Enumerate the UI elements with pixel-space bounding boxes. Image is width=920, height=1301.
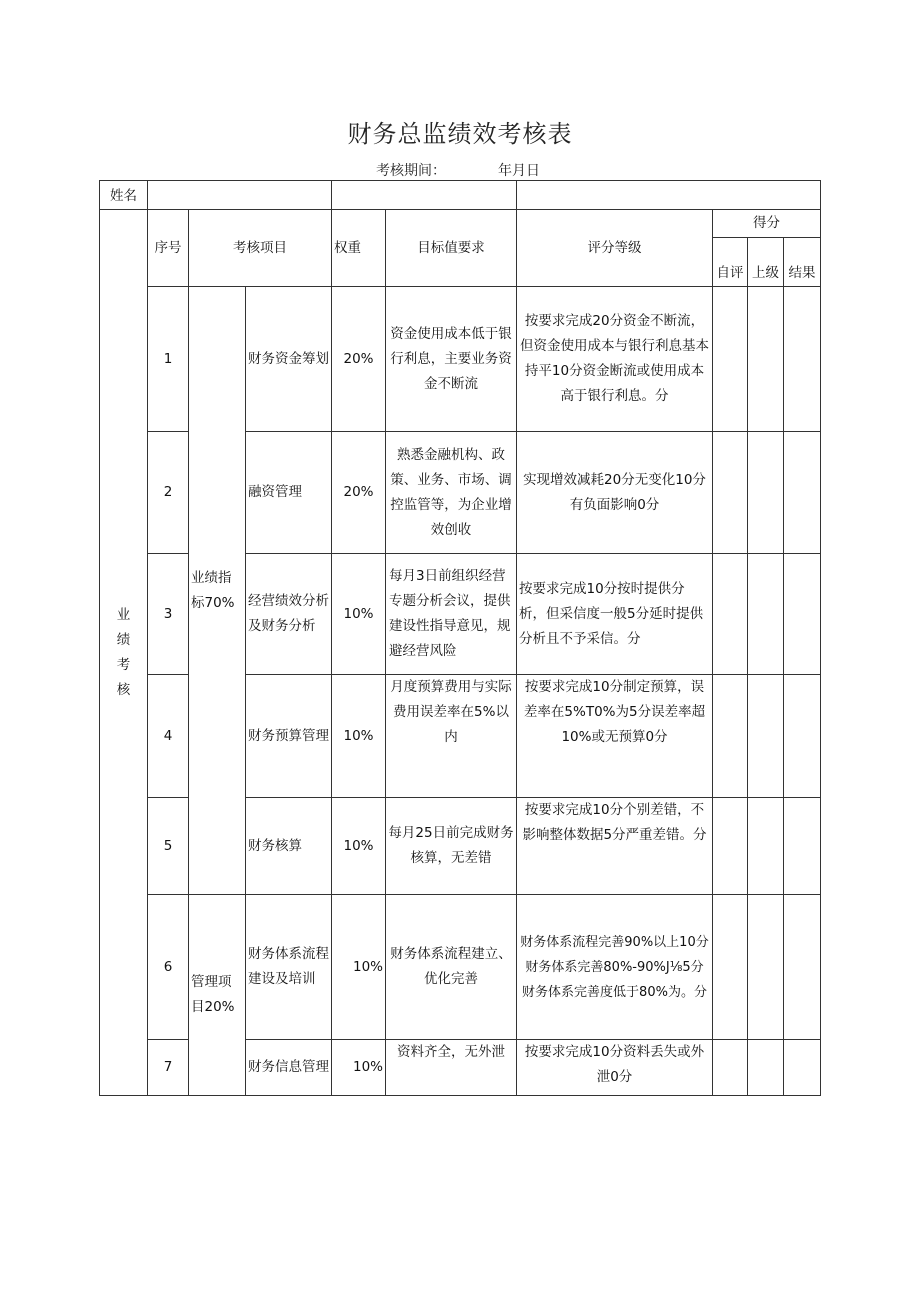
result-score-header: 结果 [784,238,821,287]
name-extra-field[interactable] [332,181,517,210]
superior-score-cell[interactable] [748,554,784,675]
row-target: 资金使用成本低于银行利息，主要业务资金不断流 [386,287,517,432]
self-score-cell[interactable] [713,798,748,895]
row-item: 经营绩效分析及财务分析 [246,554,332,675]
row-grade: 按要求完成10分按时提供分析，但采信度一般5分延时提供分析且不予采信。分 [517,554,713,675]
row-target: 每月3日前组织经营专题分析会议，提供建设性指导意见，规避经营风险 [386,554,517,675]
row-item: 财务信息管理 [246,1040,332,1096]
row-item: 财务核算 [246,798,332,895]
self-score-cell[interactable] [713,675,748,798]
result-score-cell[interactable] [784,1040,821,1096]
superior-score-cell[interactable] [748,895,784,1040]
row-seq: 3 [148,554,189,675]
superior-score-cell[interactable] [748,287,784,432]
document-title: 财务总监绩效考核表 [347,120,573,148]
row-weight: 10% [332,675,386,798]
superior-score-cell[interactable] [748,432,784,554]
section-label-cell [100,210,148,1096]
self-score-header: 自评 [713,238,748,287]
header-row-1 [100,210,821,238]
row-weight: 10% [332,554,386,675]
row-grade: 按要求完成10分个别差错，不影响整体数据5分严重差错。分 [517,798,713,895]
period-date: 年月日 [498,163,540,179]
row-target: 月度预算费用与实际费用误差率在5%以内 [386,675,517,798]
row-weight: 10% [332,1040,386,1096]
period-label: 考核期间： [376,163,446,179]
row-target: 财务体系流程建立、优化完善 [386,895,517,1040]
self-score-cell[interactable] [713,432,748,554]
row-target: 资料齐全，无外泄 [386,1040,517,1096]
row-item: 财务资金筹划 [246,287,332,432]
section-char-4: 核 [116,681,131,698]
row-grade: 实现增效减耗20分无变化10分有负面影响0分 [517,432,713,554]
row-item: 融资管理 [246,432,332,554]
row-target: 熟悉金融机构、政策、业务、市场、调控监管等，为企业增效创收 [386,432,517,554]
row-weight: 10% [332,895,386,1040]
result-score-cell[interactable] [784,798,821,895]
row-weight: 20% [332,287,386,432]
name-field[interactable] [148,181,332,210]
row-grade: 按要求完成20分资金不断流，但资金使用成本与银行利息基本持平10分资金断流或使用成本高于银行利息。分 [517,287,713,432]
name-row [100,181,821,210]
self-score-cell[interactable] [713,554,748,675]
row-weight: 10% [332,798,386,895]
row-target: 每月25日前完成财务核算，无差错 [386,798,517,895]
superior-score-cell[interactable] [748,1040,784,1096]
table-row [100,895,821,1040]
self-score-cell[interactable] [713,1040,748,1096]
row-seq: 2 [148,432,189,554]
target-header: 目标值要求 [386,210,517,287]
superior-score-cell[interactable] [748,798,784,895]
weight-header: 权重 [332,210,386,287]
self-score-cell[interactable] [713,287,748,432]
name-label: 姓名 [100,181,148,210]
score-header: 得分 [713,210,821,238]
seq-header: 序号 [148,210,189,287]
section-char-3: 考 [116,656,131,673]
superior-score-header: 上级 [748,238,784,287]
item-header: 考核项目 [189,210,332,287]
superior-score-cell[interactable] [748,675,784,798]
group-mgmt-label: 管理项目20% [189,895,246,1096]
result-score-cell[interactable] [784,432,821,554]
row-seq: 1 [148,287,189,432]
table-row [100,287,821,432]
row-weight: 20% [332,432,386,554]
result-score-cell[interactable] [784,554,821,675]
self-score-cell[interactable] [713,895,748,1040]
row-seq: 4 [148,675,189,798]
result-score-cell[interactable] [784,895,821,1040]
row-seq: 5 [148,798,189,895]
result-score-cell[interactable] [784,675,821,798]
row-seq: 7 [148,1040,189,1096]
row-seq: 6 [148,895,189,1040]
row-grade: 按要求完成10分资料丢失或外泄0分 [517,1040,713,1096]
row-grade: 财务体系流程完善90%以上10分财务体系完善80%-90%J⅛5分财务体系完善度低于80%为。分 [517,895,713,1040]
name-blank-field[interactable] [517,181,821,210]
row-item: 财务预算管理 [246,675,332,798]
row-item: 财务体系流程建设及培训 [246,895,332,1040]
section-char-1: 业 [116,606,131,623]
result-score-cell[interactable] [784,287,821,432]
row-grade: 按要求完成10分制定预算，误差率在5%T0%为5分误差率超10%或无预算0分 [517,675,713,798]
grade-header: 评分等级 [517,210,713,287]
group-perf-label: 业绩指标70% [189,287,246,895]
evaluation-table [99,180,821,1096]
section-char-2: 绩 [116,631,131,648]
